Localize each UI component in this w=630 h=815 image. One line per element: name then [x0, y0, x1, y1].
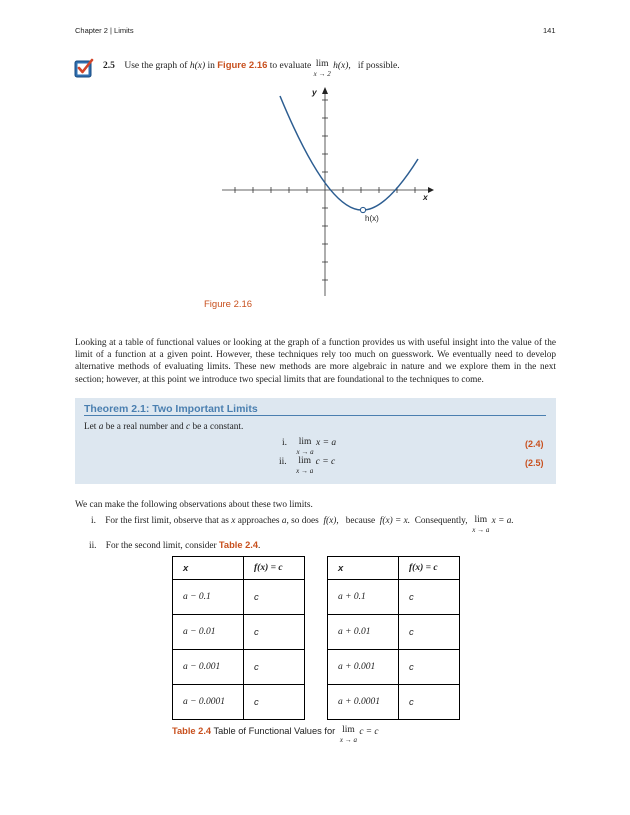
equation-number-2-5: (2.5) [525, 458, 544, 468]
x-axis-label: x [423, 192, 428, 202]
table-caption: Table 2.4 Table of Functional Values for lim x → a c = c [172, 725, 379, 744]
limit-expression: lim x → 2 [313, 59, 331, 78]
y-axis-arrow [322, 87, 328, 94]
figure-link[interactable]: Figure 2.16 [217, 60, 268, 71]
theorem-item-2: ii. lim x → a c = c [279, 456, 336, 475]
running-header: Chapter 2 | Limits [75, 26, 134, 35]
header-x: x [183, 562, 189, 574]
function-graph [218, 84, 440, 300]
exercise-statement: 2.5 Use the graph of h(x) in Figure 2.16 to evaluate lim x → 2 h(x), if possible. [103, 59, 400, 78]
function-values-table [172, 556, 460, 720]
theorem-item-1: i. lim x → a x = a [282, 437, 337, 456]
theorem-rule [84, 415, 546, 416]
equation-number-2-4: (2.4) [525, 439, 544, 449]
table-row: a − 0.0001 c a + 0.0001 c [173, 685, 460, 720]
exercise-number: 2.5 [103, 61, 115, 71]
table-row: a − 0.001 c a + 0.001 c [173, 650, 460, 685]
observation-2: ii. For the second limit, consider Table 2.4. [89, 540, 261, 551]
figure-caption: Figure 2.16 [204, 299, 253, 310]
y-axis-label: y [312, 87, 317, 97]
table-row: a − 0.1 c a + 0.1 c [173, 580, 460, 615]
table-row: a − 0.01 c a + 0.01 c [173, 615, 460, 650]
table-link[interactable]: Table 2.4 [218, 540, 259, 550]
theorem-title: Theorem 2.1: Two Important Limits [84, 403, 258, 415]
open-circle-point [360, 207, 365, 212]
page-number: 141 [543, 26, 556, 35]
header-fx: f(x) = c [254, 563, 283, 573]
observations-intro: We can make the following observations about these two limits. [75, 500, 313, 510]
curve-label: h(x) [365, 214, 379, 223]
checkpoint-icon [74, 58, 94, 78]
x-axis-arrow [428, 187, 434, 193]
header-fx-right: f(x) = c [409, 563, 438, 573]
body-paragraph: Looking at a table of functional values or looking at the graph of a function provides us with useful insight into the value of the limit of a function at a given point. However, these techniques rely too much on guesswork. We eventually need to develop alternative methods of evaluating limits. These new methods are more algebraic in nature and we explore them in the next section; however, at this point we introduce two special limits that are foundational to the techniques to come. [75, 338, 556, 385]
observation-1: i. For the first limit, observe that as x approaches a, so does f(x), because f(x) = x. Consequently, lim x → a x = a. [91, 515, 514, 534]
theorem-intro: Let a be a real number and c be a constant. [84, 422, 244, 432]
header-x-right: x [338, 562, 344, 574]
table-header-row [173, 557, 460, 580]
